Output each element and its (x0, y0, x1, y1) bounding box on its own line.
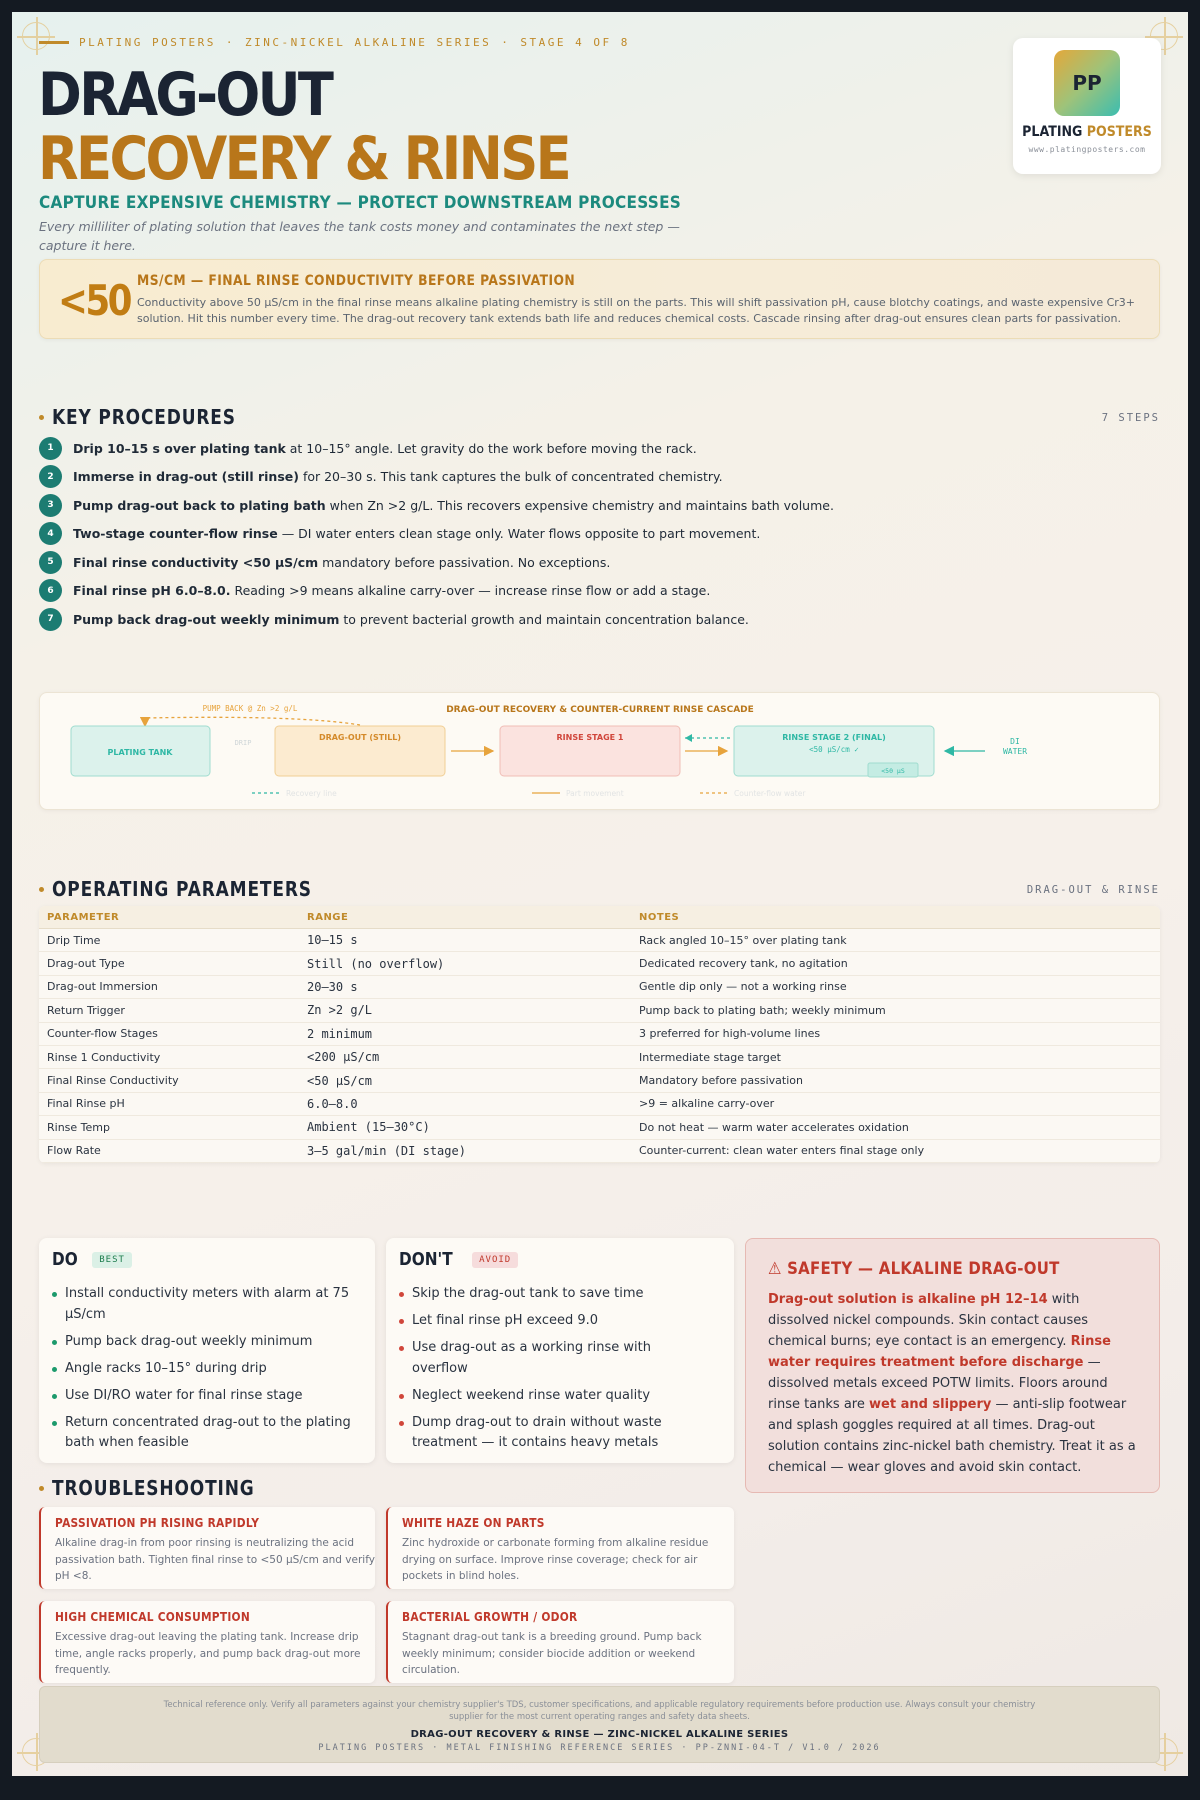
rinse-cascade-diagram (39, 692, 1160, 810)
procedures-title: KEY PROCEDURES (52, 405, 236, 429)
step-number: 6 (39, 579, 62, 602)
step-number: 4 (39, 522, 62, 545)
rinse-stage-1-label: RINSE STAGE 1 (556, 733, 624, 742)
param-note: Counter-current: clean water enters final stage only (631, 1139, 1160, 1162)
dont-list (399, 1284, 704, 1460)
plating-tank-label: PLATING TANK (107, 748, 173, 757)
procedure-step (39, 605, 1139, 634)
parameters-table (39, 906, 1160, 1163)
dragout-tank-label: DRAG-OUT (STILL) (318, 733, 402, 742)
safety-box (745, 1238, 1160, 1493)
step-rest: for 20–30 s. This tank captures the bulk of concentrated chemistry. (298, 469, 723, 485)
di-water-label-1: DI (1010, 737, 1020, 746)
logo: PP (1054, 50, 1120, 116)
param-note: >9 = alkaline carry-over (631, 1092, 1160, 1115)
table-row (39, 1116, 1160, 1139)
param-range: <50 µS/cm (299, 1069, 631, 1092)
pump-back-line (145, 717, 360, 726)
table-row (39, 1092, 1160, 1115)
footer-title: DRAG-OUT RECOVERY & RINSE — ZINC-NICKEL ALKALINE SERIES (410, 1729, 789, 1740)
param-note: Pump back to plating bath; weekly minimum (631, 999, 1160, 1022)
trouble-title: WHITE HAZE ON PARTS (402, 1515, 545, 1530)
safety-text: — anti-slip footwear and splash goggles required at all times. Drag-out solution contains zinc-nickel bath chemistry. Treat it as a chemical — wear gloves and avoid skin contact. (768, 1397, 1136, 1475)
legend-recovery: Recovery line (286, 789, 337, 798)
procedure-step (39, 491, 1139, 520)
counter-flow-arrowhead (685, 734, 692, 742)
best-badge: BEST (92, 1252, 132, 1268)
poster (12, 12, 1188, 1776)
step-bold: Final rinse pH 6.0–8.0. (73, 583, 231, 599)
param-note: Rack angled 10–15° over plating tank (631, 929, 1160, 952)
param-name: Drag-out Immersion (39, 975, 299, 998)
list-item: Angle racks 10–15° during drip (52, 1359, 357, 1380)
parameters-heading (39, 877, 358, 901)
table-row (39, 1022, 1160, 1045)
safety-highlight: Rinse water requires treatment before discharge (768, 1334, 1111, 1370)
step-rest: when Zn >2 g/L. This recovers expensive chemistry and maintains bath volume. (325, 497, 834, 513)
table-row (39, 1045, 1160, 1068)
safety-body (768, 1289, 1143, 1478)
eyebrow-brand: PLATING POSTERS (79, 36, 216, 49)
param-name: Final Rinse pH (39, 1092, 299, 1115)
rinse-stage-2-sub: <50 µS/cm ✓ (809, 745, 859, 754)
avoid-badge: AVOID (472, 1252, 518, 1268)
page-subtitle: CAPTURE EXPENSIVE CHEMISTRY — PROTECT DOWNSTREAM PROCESSES (39, 193, 682, 213)
procedures-meta: 7 STEPS (1101, 412, 1160, 424)
bullet-icon (39, 415, 44, 420)
table-row (39, 975, 1160, 998)
eyebrow-bar (39, 41, 69, 44)
param-note: Gentle dip only — not a working rinse (631, 975, 1160, 998)
logo-name-part1: PLATING (1022, 124, 1083, 140)
safety-title: ⚠ SAFETY — ALKALINE DRAG-OUT (768, 1259, 1060, 1279)
step-text (73, 612, 749, 627)
safety-text: with dissolved nickel compounds. Skin contact causes chemical burns; eye contact is an emergency. (768, 1292, 1089, 1349)
step-number: 2 (39, 465, 62, 488)
page-title-line1: DRAG-OUT (38, 60, 332, 130)
step-bold: Pump back drag-out weekly minimum (73, 611, 340, 627)
list-item: Pump back drag-out weekly minimum (52, 1332, 357, 1353)
logo-url: www.platingposters.com (1028, 145, 1146, 154)
list-item: Neglect weekend rinse water quality (399, 1386, 704, 1407)
param-range: <200 µS/cm (299, 1045, 631, 1068)
param-name: Drag-out Type (39, 952, 299, 975)
step-number: 3 (39, 494, 62, 517)
troubleshooting-title: TROUBLESHOOTING (52, 1476, 255, 1500)
param-range: 20–30 s (299, 975, 631, 998)
procedure-list (39, 434, 1139, 634)
step-rest: — DI water enters clean stage only. Water flows opposite to part movement. (277, 526, 761, 542)
param-range: 3–5 gal/min (DI stage) (299, 1139, 631, 1162)
param-range: 10–15 s (299, 929, 631, 952)
step-number: 1 (39, 437, 62, 460)
step-rest: Reading >9 means alkaline carry-over — increase rinse flow or add a stage. (230, 583, 711, 599)
list-item: Install conductivity meters with alarm at 75 µS/cm (52, 1284, 357, 1325)
eyebrow-stage: STAGE 4 OF 8 (520, 36, 630, 49)
bullet-icon (39, 1486, 44, 1491)
trouble-card (39, 1507, 375, 1589)
safety-text: — dissolved metals exceed POTW limits. Floors around rinse tanks are (768, 1355, 1108, 1412)
param-range: Still (no overflow) (299, 952, 631, 975)
param-note: Mandatory before passivation (631, 1069, 1160, 1092)
list-item: Dump drag-out to drain without waste treatment — it contains heavy metals (399, 1413, 704, 1454)
step-rest: mandatory before passivation. No exceptions. (318, 554, 611, 570)
param-name: Drip Time (39, 929, 299, 952)
eyebrow-series: ZINC-NICKEL ALKALINE SERIES (244, 36, 492, 49)
dont-header (399, 1249, 518, 1270)
table-header-row (39, 906, 1160, 929)
do-header (52, 1249, 132, 1270)
trouble-body: Stagnant drag-out tank is a breeding ground. Pump back weekly minimum; consider biocide addition or weekend circulation. (402, 1631, 702, 1676)
logo-card (1013, 38, 1161, 174)
param-note: Dedicated recovery tank, no agitation (631, 952, 1160, 975)
param-name: Flow Rate (39, 1139, 299, 1162)
footer-series: PLATING POSTERS · METAL FINISHING REFERENCE SERIES · PP-ZNNI-04-T / V1.0 / 2026 (318, 1743, 881, 1753)
trouble-card (386, 1601, 734, 1683)
param-name: Rinse 1 Conductivity (39, 1045, 299, 1068)
footer-disclaimer: Technical reference only. Verify all parameters against your chemistry supplier's TDS, customer specifications, and applicable regulatory requirements before production use. Always consult your chemistry supplier for the most current operating ranges and safety data sheets. (163, 1700, 1036, 1722)
param-range: 2 minimum (299, 1022, 631, 1045)
step-bold: Final rinse conductivity <50 µS/cm (73, 554, 319, 570)
footer (39, 1686, 1160, 1763)
trouble-body: Alkaline drag-in from poor rinsing is neutralizing the acid passivation bath. Tighten final rinse to <50 µS/cm and verify pH <8. (55, 1537, 375, 1582)
table-row (39, 999, 1160, 1022)
rinse-stage-2-badge-text: <50 µS (881, 767, 905, 775)
table-row (39, 1139, 1160, 1162)
step-bold: Two-stage counter-flow rinse (73, 526, 278, 542)
step-bold: Immerse in drag-out (still rinse) (73, 469, 299, 485)
di-water-label-2: WATER (1002, 747, 1028, 756)
trouble-body: Excessive drag-out leaving the plating tank. Increase drip time, angle racks properly, and pump back drag-out more frequently. (55, 1631, 361, 1676)
step-number: 7 (39, 608, 62, 631)
column-header: PARAMETER (39, 906, 299, 929)
trouble-title: PASSIVATION PH RISING RAPIDLY (55, 1515, 260, 1530)
dont-card (386, 1238, 734, 1463)
eyebrow-sep: · (501, 36, 511, 49)
list-item: Return concentrated drag-out to the plating bath when feasible (52, 1413, 357, 1454)
param-name: Counter-flow Stages (39, 1022, 299, 1045)
parameters-meta: DRAG-OUT & RINSE (1026, 884, 1160, 896)
step-text (73, 441, 697, 456)
parameters-title: OPERATING PARAMETERS (52, 877, 312, 901)
list-item: Skip the drag-out tank to save time (399, 1284, 704, 1305)
param-name: Final Rinse Conductivity (39, 1069, 299, 1092)
eyebrow (39, 36, 630, 49)
column-header: NOTES (631, 906, 1160, 929)
list-item: Use DI/RO water for final rinse stage (52, 1386, 357, 1407)
step-bold: Drip 10–15 s over plating tank (73, 440, 286, 456)
cascade-svg (40, 693, 1161, 811)
drip-label: DRIP (234, 739, 252, 747)
legend-counterflow: Counter-flow water (734, 789, 806, 798)
page-title-line2: RECOVERY & RINSE (38, 124, 570, 194)
diagram-title: DRAG-OUT RECOVERY & COUNTER-CURRENT RINSE CASCADE (446, 705, 754, 715)
do-title: DO (52, 1249, 78, 1270)
eyebrow-sep: · (225, 36, 235, 49)
trouble-title: BACTERIAL GROWTH / ODOR (402, 1609, 578, 1624)
troubleshooting-heading (39, 1476, 290, 1500)
trouble-card (39, 1601, 375, 1683)
trouble-card (386, 1507, 734, 1589)
rinse-stage-2-label: RINSE STAGE 2 (FINAL) (782, 733, 886, 742)
param-range: Ambient (15–30°C) (299, 1116, 631, 1139)
step-text (73, 583, 710, 598)
tagline: Every milliliter of plating solution that leaves the tank costs money and contaminates the next step — capture it here. (39, 219, 680, 253)
trouble-title: HIGH CHEMICAL CONSUMPTION (55, 1609, 250, 1624)
list-item: Let final rinse pH exceed 9.0 (399, 1311, 704, 1332)
legend-movement: Part movement (566, 789, 624, 798)
procedure-step (39, 463, 1139, 492)
callout-title: MS/CM — FINAL RINSE CONDUCTIVITY BEFORE PASSIVATION (137, 273, 576, 289)
callout-body: Conductivity above 50 µS/cm in the final rinse means alkaline plating chemistry is still on the parts. This will shift passivation pH, cause blotchy coatings, and waste expensive Cr3+ solution. Hit this number every time. The drag-out recovery tank extends bath life and reduces chemical costs. Cascade rinsing after drag-out ensures clean parts for passivation. (137, 296, 1135, 325)
param-name: Rinse Temp (39, 1116, 299, 1139)
param-range: Zn >2 g/L (299, 999, 631, 1022)
safety-highlight: Drag-out solution is alkaline pH 12–14 (768, 1292, 1048, 1307)
param-note: Intermediate stage target (631, 1045, 1160, 1068)
conductivity-callout (39, 259, 1160, 339)
do-card (39, 1238, 375, 1463)
procedures-heading (39, 405, 268, 429)
step-rest: at 10–15° angle. Let gravity do the work before moving the rack. (285, 440, 697, 456)
procedure-step (39, 434, 1139, 463)
param-note: Do not heat — warm water accelerates oxidation (631, 1116, 1160, 1139)
column-header: RANGE (299, 906, 631, 929)
step-text (73, 526, 760, 541)
trouble-body: Zinc hydroxide or carbonate forming from alkaline residue drying on surface. Improve rinse coverage; check for air pockets in blind holes. (402, 1537, 709, 1582)
step-text (73, 498, 834, 513)
dont-title: DON'T (399, 1249, 453, 1270)
param-name: Return Trigger (39, 999, 299, 1022)
procedure-step (39, 520, 1139, 549)
do-list (52, 1284, 357, 1460)
logo-name (1020, 124, 1153, 140)
table-row (39, 1069, 1160, 1092)
callout-value: <50 (58, 276, 130, 325)
table-row (39, 929, 1160, 952)
step-text (73, 469, 723, 484)
step-bold: Pump drag-out back to plating bath (73, 497, 326, 513)
list-item: Use drag-out as a working rinse with overflow (399, 1338, 704, 1379)
param-range: 6.0–8.0 (299, 1092, 631, 1115)
step-rest: to prevent bacterial growth and maintain concentration balance. (339, 611, 749, 627)
pump-back-label: PUMP BACK @ Zn >2 g/L (202, 704, 298, 713)
procedure-step (39, 548, 1139, 577)
param-note: 3 preferred for high-volume lines (631, 1022, 1160, 1045)
step-number: 5 (39, 551, 62, 574)
logo-name-part2: POSTERS (1086, 124, 1152, 140)
safety-highlight: wet and slippery (869, 1397, 992, 1412)
table-row (39, 952, 1160, 975)
procedure-step (39, 577, 1139, 606)
step-text (73, 555, 610, 570)
bullet-icon (39, 887, 44, 892)
